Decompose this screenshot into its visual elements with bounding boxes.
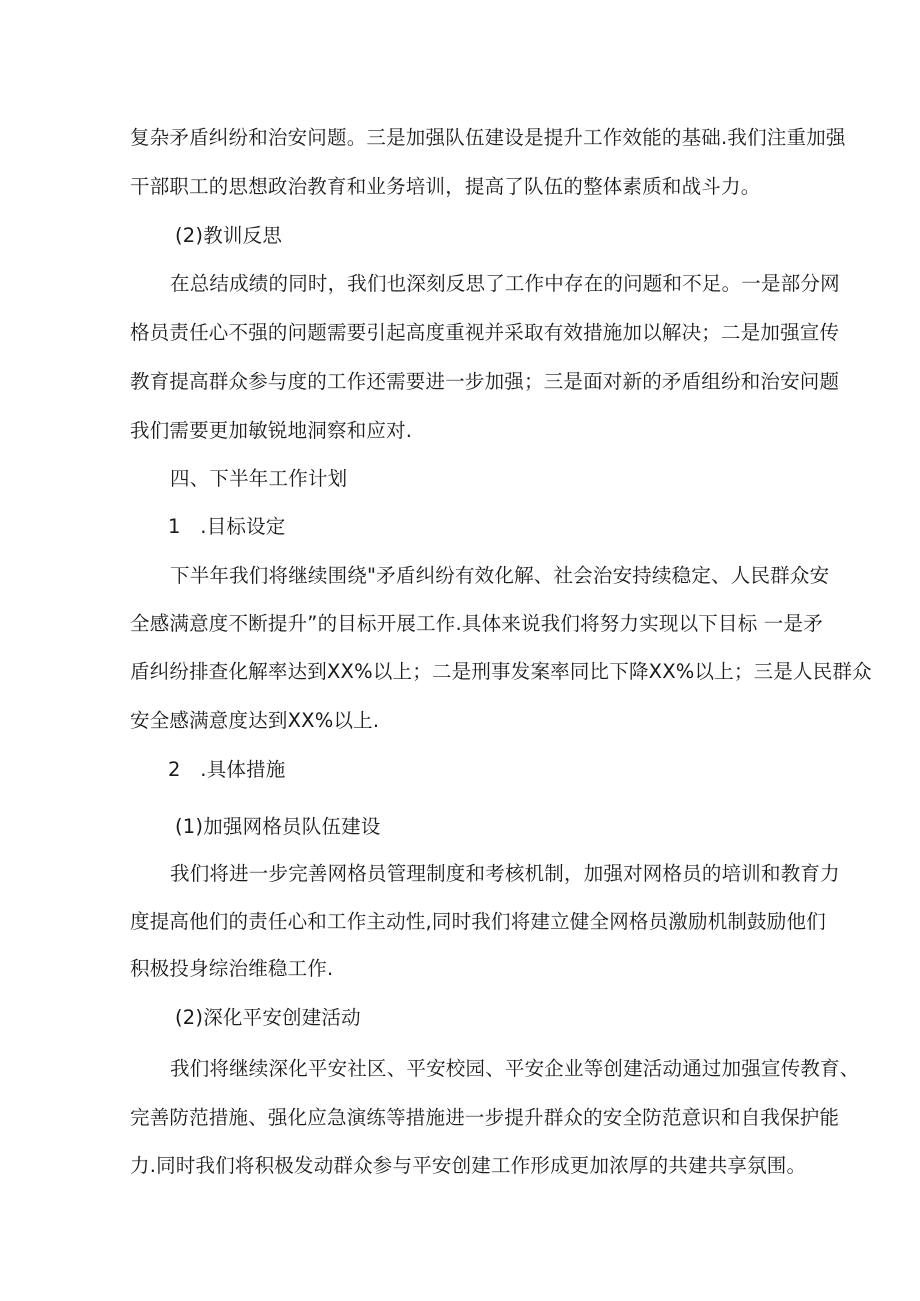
heading-section-4: 四、下半年工作计划	[170, 467, 348, 490]
heading-safety-campaign: (2)深化平安创建活动	[175, 1006, 361, 1029]
paragraph-1-line-2: 干部职工的思想政治教育和业务培训，提高了队伍的整体素质和战斗力。	[130, 175, 761, 198]
paragraph-4-line-1: 我们将进一步完善网格员管理制度和考核机制，加强对网格员的培训和教育力	[170, 862, 840, 885]
paragraph-5-line-1: 我们将继续深化平安社区、平安校园、平安企业等创建活动通过加强宣传教育、	[170, 1057, 860, 1080]
paragraph-5-line-3: 力.同时我们将积极发动群众参与平安创建工作形成更加浓厚的共建共享氛围。	[130, 1154, 807, 1177]
paragraph-2-line-2: 格员责任心不强的问题需要引起高度重视并采取有效措施加以解决；二是加强宣传	[130, 321, 840, 344]
paragraph-1-line-1: 复杂矛盾纠纷和治安问题。三是加强队伍建设是提升工作效能的基础.我们注重加强	[130, 126, 846, 149]
paragraph-5-line-2: 完善防范措施、强化应急演练等措施进一步提升群众的安全防范意识和自我保护能	[130, 1106, 840, 1129]
heading-specific-measures: 2 .具体措施	[168, 758, 286, 781]
paragraph-3-line-3: 盾纠纷排查化解率达到XX%以上；二是刑事发案率同比下降XX%以上；三是人民群众	[130, 660, 872, 683]
paragraph-3-line-2: 全感满意度不断提升”的目标开展工作.具体来说我们将努力实现以下目标 一是矛	[130, 612, 823, 635]
heading-grid-team: (1)加强网格员队伍建设	[175, 815, 381, 838]
heading-lessons: (2)教训反思	[175, 224, 283, 247]
paragraph-4-line-2: 度提高他们的责任心和工作主动性,同时我们将建立健全网格员激励机制鼓励他们	[130, 910, 826, 933]
paragraph-2-line-4: 我们需要更加敏锐地洞察和应对.	[130, 419, 413, 442]
paragraph-4-line-3: 积极投身综治维稳工作.	[130, 957, 334, 980]
paragraph-3-line-4: 安全感满意度达到XX%以上.	[130, 709, 380, 732]
paragraph-2-line-1: 在总结成绩的同时，我们也深刻反思了工作中存在的问题和不足。一是部分网	[170, 272, 840, 295]
heading-goal-setting: 1 .目标设定	[168, 515, 286, 538]
paragraph-2-line-3: 教育提高群众参与度的工作还需要进一步加强；三是面对新的矛盾组纷和治安问题	[130, 370, 840, 393]
paragraph-3-line-1: 下半年我们将继续围绕"矛盾纠纷有效化解、社会治安持续稳定、人民群众安	[170, 564, 830, 587]
